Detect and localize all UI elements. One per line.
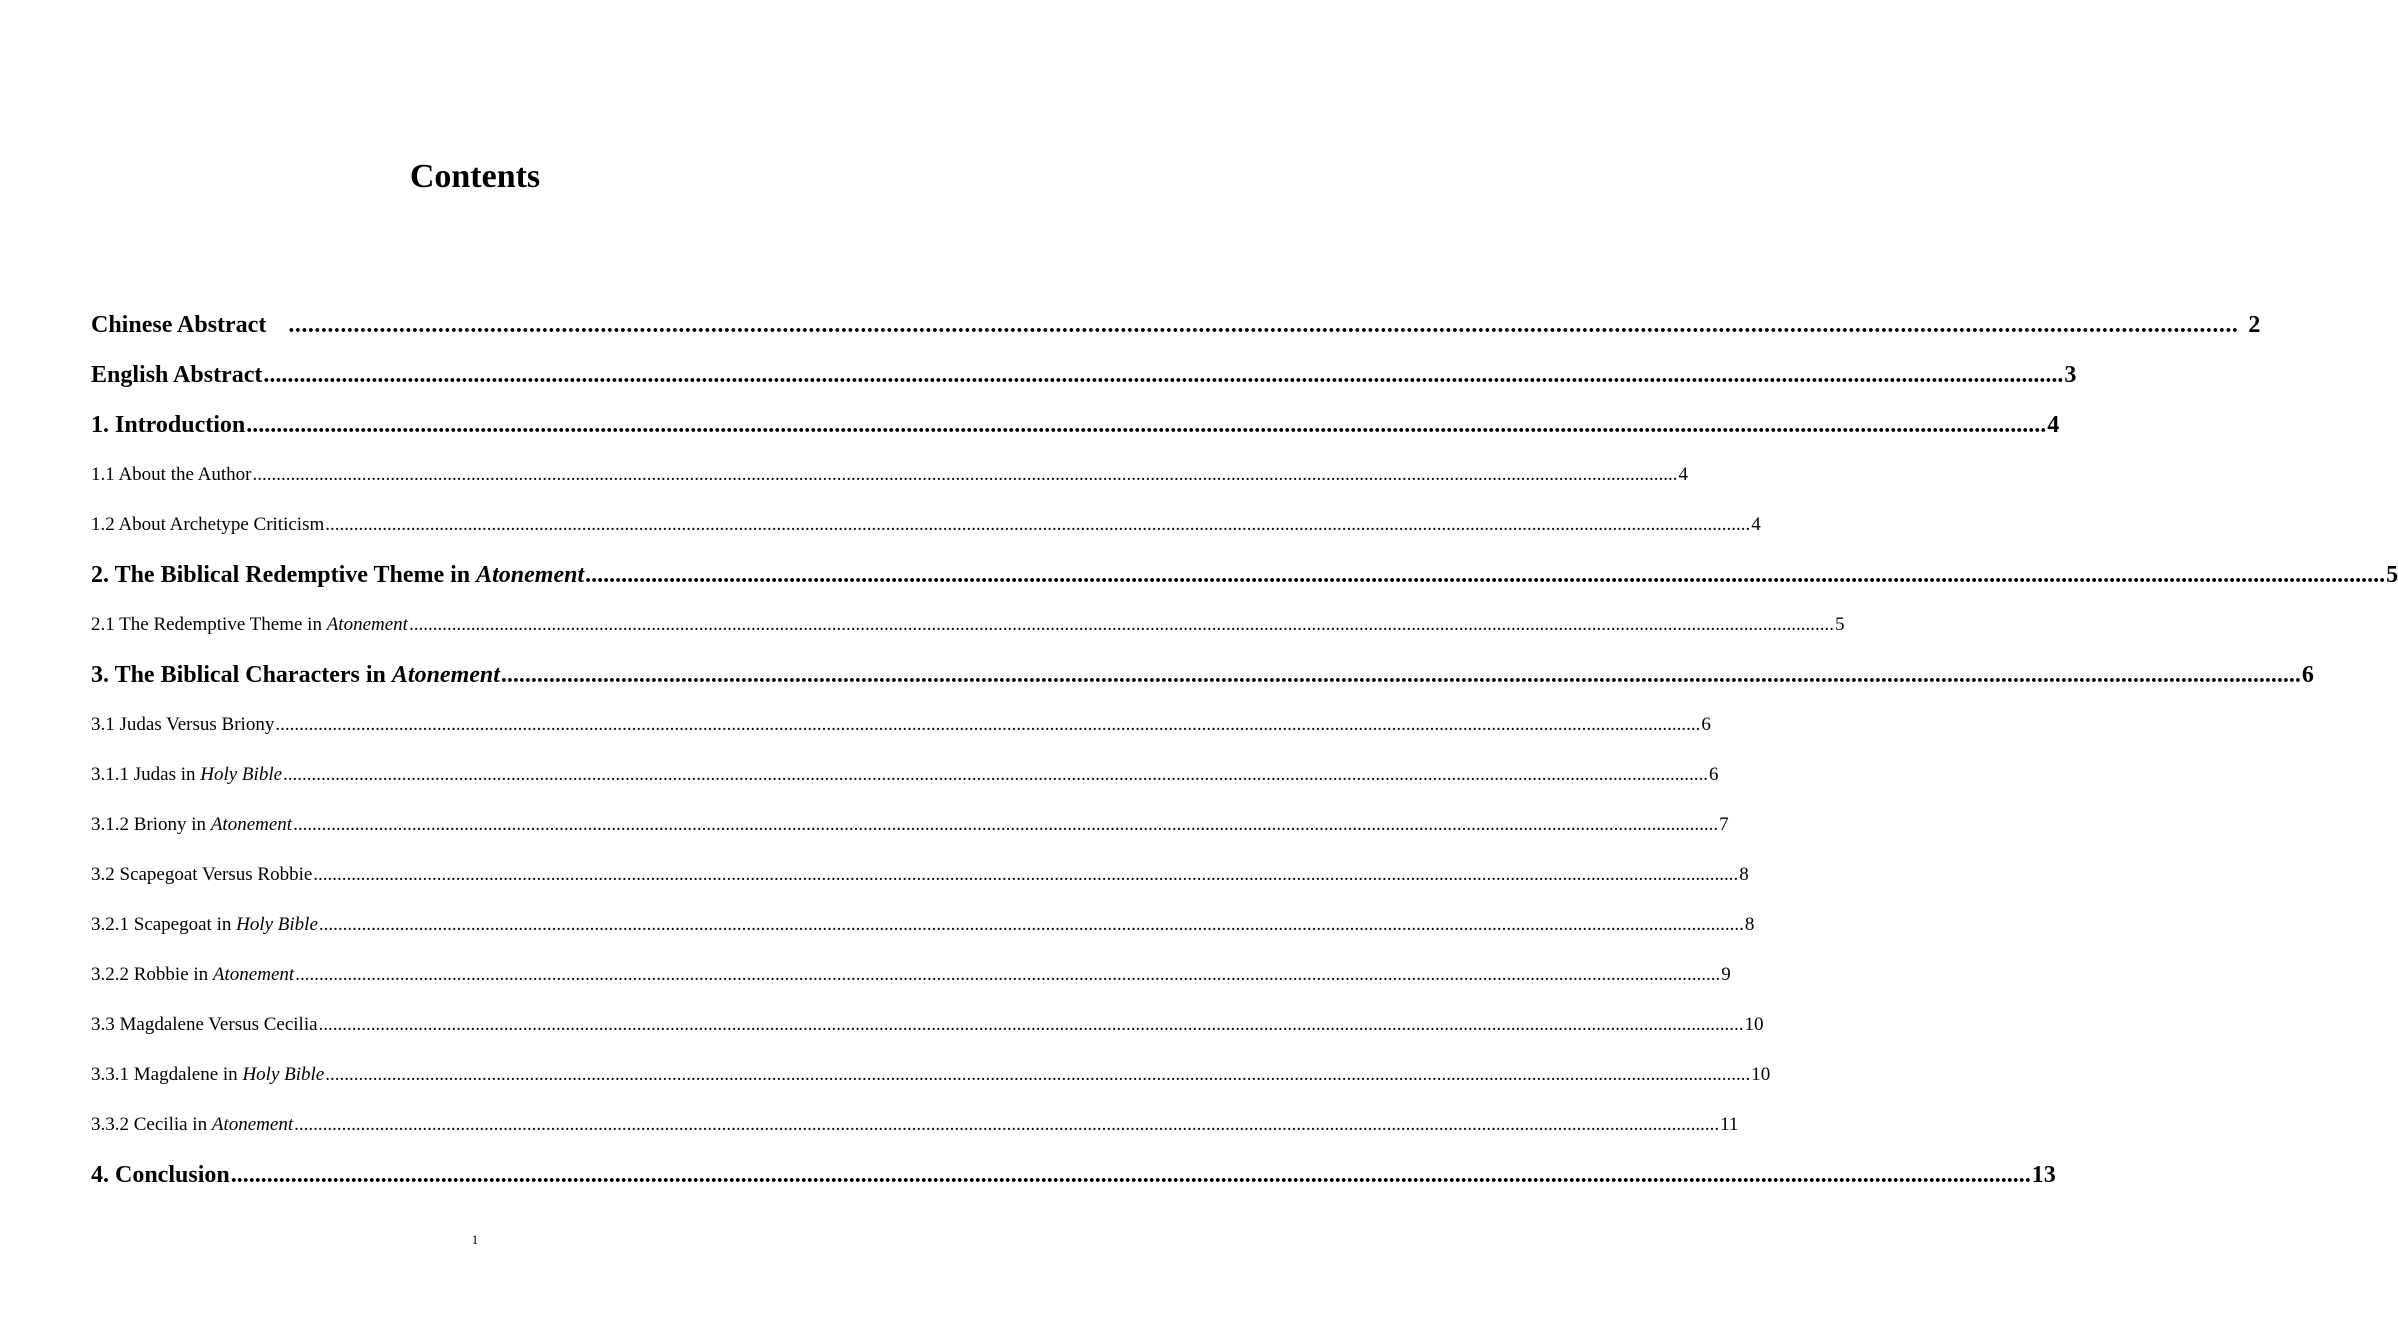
- toc-entry-title-part: Holy Bible: [236, 914, 318, 935]
- toc-entry-title: [91, 662, 500, 689]
- toc-entry-title: [91, 864, 312, 886]
- toc-page-number: 9: [1721, 964, 1731, 985]
- toc-entry-title-part: Atonement: [326, 614, 408, 635]
- toc-page-number: 8: [1744, 914, 1755, 935]
- toc-entry-title: [91, 1162, 230, 1189]
- toc-entry-title-part: 3.2 Scapegoat Versus Robbie: [91, 864, 313, 885]
- toc-dot-leader: ............................................................................................................................................................................................................................................................................................................: [275, 714, 1701, 735]
- toc-entry-title-part: Atonement: [211, 1114, 294, 1135]
- toc-dot-leader: ............................................................................................................................................................................................................................................................................................................: [313, 864, 1739, 885]
- toc-heading-entry[interactable]: [91, 1150, 2056, 1200]
- toc-entry-title-part: Atonement: [210, 814, 293, 835]
- toc-dot-leader: ............................................................................................................................................................................................................................................................................................................: [263, 361, 2064, 388]
- toc-entry-title-part: 2. The Biblical Redemptive Theme in: [91, 561, 477, 588]
- toc-heading-entry[interactable]: [91, 350, 2077, 400]
- toc-subheading-entry[interactable]: [91, 750, 1719, 800]
- toc-subheading-entry[interactable]: [91, 800, 1729, 850]
- toc-dot-leader: ............................................................................................................................................................................................................................................................................................................: [288, 311, 2239, 338]
- toc-entry-title-part: 1.2 About Archetype Criticism: [91, 514, 325, 535]
- page-number: 1: [471, 1232, 479, 1247]
- toc-dot-leader: ............................................................................................................................................................................................................................................................................................................: [283, 764, 1709, 785]
- page-title: Contents: [409, 158, 541, 195]
- toc-entry-title-part: Holy Bible: [242, 1064, 325, 1085]
- toc-page-number: 8: [1739, 864, 1749, 885]
- toc-dot-leader: ............................................................................................................................................................................................................................................................................................................: [408, 614, 1834, 635]
- toc-entry-title-part: 3.1.1 Judas in: [91, 764, 201, 785]
- toc-entry-title-part: 2.1 The Redemptive Theme in: [91, 614, 327, 635]
- toc-dot-leader: ............................................................................................................................................................................................................................................................................................................: [325, 1064, 1751, 1085]
- toc-entry-title: [91, 464, 251, 486]
- toc-entry-title-part: Atonement: [212, 964, 295, 985]
- toc-entry-title: [91, 764, 282, 786]
- toc-entry-title-part: 3. The Biblical Characters in: [91, 661, 392, 688]
- toc-dot-leader: ............................................................................................................................................................................................................................................................................................................: [318, 1014, 1744, 1035]
- toc-entry-title-part: English Abstract: [91, 361, 263, 388]
- toc-heading-entry[interactable]: [91, 650, 2314, 700]
- toc-heading-entry[interactable]: [91, 400, 2060, 450]
- toc-page-number: 4: [1678, 464, 1688, 485]
- toc-entry-title: [91, 614, 408, 636]
- toc-entry-title-part: Atonement: [391, 661, 500, 688]
- toc-entry-title: [91, 1014, 318, 1036]
- toc-entry-title: [91, 362, 262, 389]
- toc-heading-entry[interactable]: [91, 300, 2261, 350]
- toc-dot-leader: ............................................................................................................................................................................................................................................................................................................: [325, 514, 1751, 535]
- toc-page-number: 6: [1701, 714, 1711, 735]
- toc-heading-entry[interactable]: [91, 550, 2398, 600]
- toc-entry-title: [91, 312, 266, 339]
- toc-subheading-entry[interactable]: [91, 500, 1761, 550]
- table-of-contents: [91, 300, 2398, 1200]
- toc-page-number: 2: [2248, 311, 2261, 338]
- toc-page-number: 5: [1834, 614, 1845, 635]
- toc-entry-title-part: 3.1.2 Briony in: [91, 814, 211, 835]
- toc-dot-leader: ............................................................................................................................................................................................................................................................................................................: [230, 1161, 2031, 1188]
- toc-entry-title-part: 3.2.1 Scapegoat in: [91, 914, 237, 935]
- toc-subheading-entry[interactable]: [91, 1000, 1764, 1050]
- toc-dot-leader: ............................................................................................................................................................................................................................................................................................................: [293, 814, 1719, 835]
- toc-dot-leader: ............................................................................................................................................................................................................................................................................................................: [294, 1114, 1720, 1135]
- toc-page-number: 3: [2064, 361, 2077, 388]
- toc-entry-title-part: 3.2.2 Robbie in: [91, 964, 213, 985]
- toc-entry-title-part: Holy Bible: [200, 764, 283, 785]
- toc-page-number: 6: [1709, 764, 1719, 785]
- toc-page-number: 11: [1720, 1114, 1739, 1135]
- toc-dot-leader: ............................................................................................................................................................................................................................................................................................................: [246, 411, 2047, 438]
- toc-page-number: 7: [1719, 814, 1729, 835]
- toc-subheading-entry[interactable]: [91, 700, 1711, 750]
- toc-entry-title-part: 3.3 Magdalene Versus Cecilia: [91, 1014, 318, 1035]
- toc-entry-title: [91, 562, 584, 589]
- toc-subheading-entry[interactable]: [91, 850, 1749, 900]
- toc-subheading-entry[interactable]: [91, 1050, 1771, 1100]
- toc-dot-leader: ............................................................................................................................................................................................................................................................................................................: [500, 661, 2301, 688]
- toc-page-number: 4: [2047, 411, 2060, 438]
- toc-entry-title: [91, 1064, 324, 1086]
- toc-entry-title-part: 3.3.2 Cecilia in: [91, 1114, 212, 1135]
- toc-dot-leader: ............................................................................................................................................................................................................................................................................................................: [252, 464, 1678, 485]
- toc-entry-title: [91, 1114, 293, 1136]
- toc-entry-title-part: 3.3.1 Magdalene in: [91, 1064, 243, 1085]
- toc-entry-title-part: 3.1 Judas Versus Briony: [91, 714, 275, 735]
- toc-dot-leader: ............................................................................................................................................................................................................................................................................................................: [318, 914, 1744, 935]
- toc-dot-leader: ............................................................................................................................................................................................................................................................................................................: [585, 561, 2386, 588]
- toc-page-number: 13: [2031, 1161, 2056, 1188]
- toc-entry-title: [91, 514, 324, 536]
- toc-subheading-entry[interactable]: [91, 450, 1688, 500]
- toc-page-number: 4: [1751, 514, 1761, 535]
- toc-entry-title: [91, 714, 274, 736]
- toc-entry-title-part: 4. Conclusion: [91, 1161, 230, 1188]
- toc-subheading-entry[interactable]: [91, 950, 1731, 1000]
- toc-dot-leader: ............................................................................................................................................................................................................................................................................................................: [295, 964, 1721, 985]
- toc-page-number: 5: [2386, 561, 2398, 588]
- toc-subheading-entry[interactable]: [91, 900, 1755, 950]
- toc-entry-title-part: Atonement: [476, 561, 585, 588]
- toc-page-number: 10: [1744, 1014, 1764, 1035]
- toc-page-number: 10: [1751, 1064, 1771, 1085]
- toc-entry-title-part: Chinese Abstract: [91, 311, 267, 338]
- toc-subheading-entry[interactable]: [91, 600, 1845, 650]
- toc-entry-title: [91, 964, 294, 986]
- toc-entry-title-part: 1. Introduction: [91, 411, 246, 438]
- toc-page-number: 6: [2301, 661, 2314, 688]
- toc-entry-title-part: 1.1 About the Author: [91, 464, 252, 485]
- toc-entry-title: [91, 914, 318, 936]
- toc-entry-title: [91, 412, 245, 439]
- toc-subheading-entry[interactable]: [91, 1100, 1739, 1150]
- toc-entry-title: [91, 814, 292, 836]
